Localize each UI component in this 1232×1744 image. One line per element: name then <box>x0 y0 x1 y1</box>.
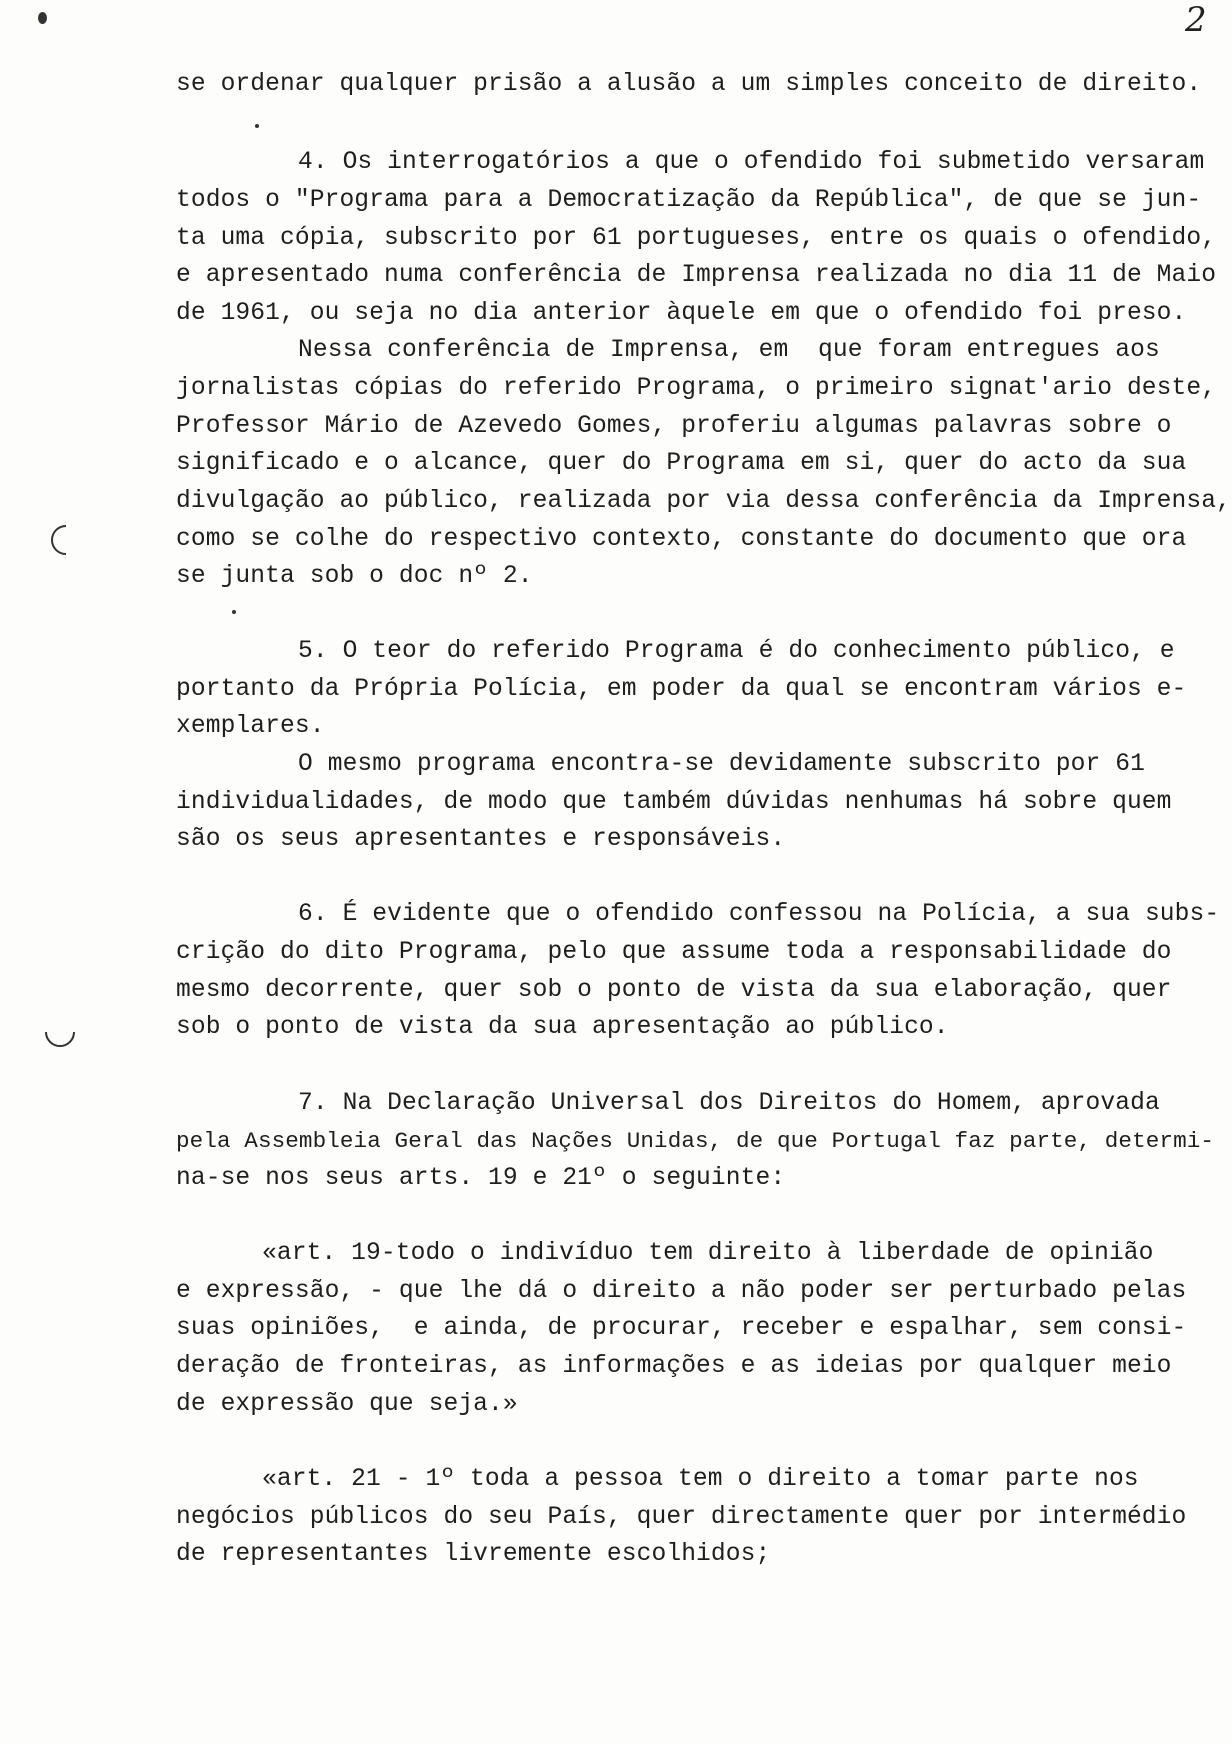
quote-line: «art. 21 - 1º toda a pessoa tem o direito a tomar parte nos <box>262 1466 1139 1493</box>
ink-speck <box>38 12 47 24</box>
text-line: 7. Na Declaração Universal dos Direitos do Homem, aprovada <box>298 1090 1160 1117</box>
quote-line: e expressão, - que lhe dá o direito a não poder ser perturbado pelas <box>176 1278 1187 1305</box>
text-line: mesmo decorrente, quer sob o ponto de vista da sua elaboração, quer <box>176 977 1172 1004</box>
page-number: 2 <box>1185 0 1207 40</box>
text-line: se ordenar qualquer prisão a alusão a um simples conceito de direito. <box>176 71 1202 98</box>
text-line: todos o "Programa para a Democratização da República", de que se jun- <box>176 187 1202 214</box>
quote-line: de representantes livremente escolhidos; <box>176 1541 771 1568</box>
text-line: O mesmo programa encontra-se devidamente subscrito por 61 <box>298 751 1145 778</box>
quote-line: deração de fronteiras, as informações e as ideias por qualquer meio <box>176 1353 1172 1380</box>
quote-line: «art. 19-todo o indivíduo tem direito à liberdade de opinião <box>262 1240 1154 1267</box>
quote-line: negócios públicos do seu País, quer directamente quer por intermédio <box>176 1504 1187 1531</box>
quote-line: suas opiniões, e ainda, de procurar, receber e espalhar, sem consi- <box>176 1315 1187 1342</box>
text-line: Nessa conferência de Imprensa, em que foram entregues aos <box>298 337 1160 364</box>
text-line: crição do dito Programa, pelo que assume toda a responsabilidade do <box>176 939 1172 966</box>
text-line: jornalistas cópias do referido Programa, o primeiro signat'ario deste, <box>176 375 1217 402</box>
text-line: na-se nos seus arts. 19 e 21º o seguinte: <box>176 1165 786 1192</box>
text-line: pela Assembleia Geral das Nações Unidas, de que Portugal faz parte, determi- <box>176 1128 1215 1154</box>
ink-speck <box>232 610 236 614</box>
text-line: 5. O teor do referido Programa é do conhecimento público, e <box>298 638 1175 665</box>
text-line: como se colhe do respectivo contexto, constante do documento que ora <box>176 526 1187 553</box>
text-line: 6. É evidente que o ofendido confessou na Polícia, a sua subs- <box>298 901 1220 928</box>
text-line: são os seus apresentantes e responsáveis. <box>176 826 786 853</box>
quote-line: de expressão que seja.» <box>176 1391 518 1418</box>
text-line: xemplares. <box>176 713 325 740</box>
text-line: 4. Os interrogatórios a que o ofendido foi submetido versaram <box>298 149 1205 176</box>
text-line: portanto da Própria Polícia, em poder da qual se encontram vários e- <box>176 676 1187 703</box>
text-line: sob o ponto de vista da sua apresentação ao público. <box>176 1014 949 1041</box>
text-line: divulgação ao público, realizada por via dessa conferência da Imprensa, <box>176 488 1231 515</box>
text-line: Professor Mário de Azevedo Gomes, proferiu algumas palavras sobre o <box>176 413 1172 440</box>
text-line: se junta sob o doc nº 2. <box>176 563 533 590</box>
text-line: de 1961, ou seja no dia anterior àquele em que o ofendido foi preso. <box>176 300 1187 327</box>
punch-hole-bottom <box>40 1020 80 1060</box>
text-line: significado e o alcance, quer do Programa em si, quer do acto da sua <box>176 450 1187 477</box>
text-line: e apresentado numa conferência de Imprensa realizada no dia 11 de Maio <box>176 262 1217 289</box>
ink-speck <box>255 124 259 128</box>
text-line: individualidades, de modo que também dúvidas nenhumas há sobre quem <box>176 789 1172 816</box>
text-line: ta uma cópia, subscrito por 61 portugueses, entre os quais o ofendido, <box>176 225 1217 252</box>
punch-hole-top <box>40 520 80 560</box>
